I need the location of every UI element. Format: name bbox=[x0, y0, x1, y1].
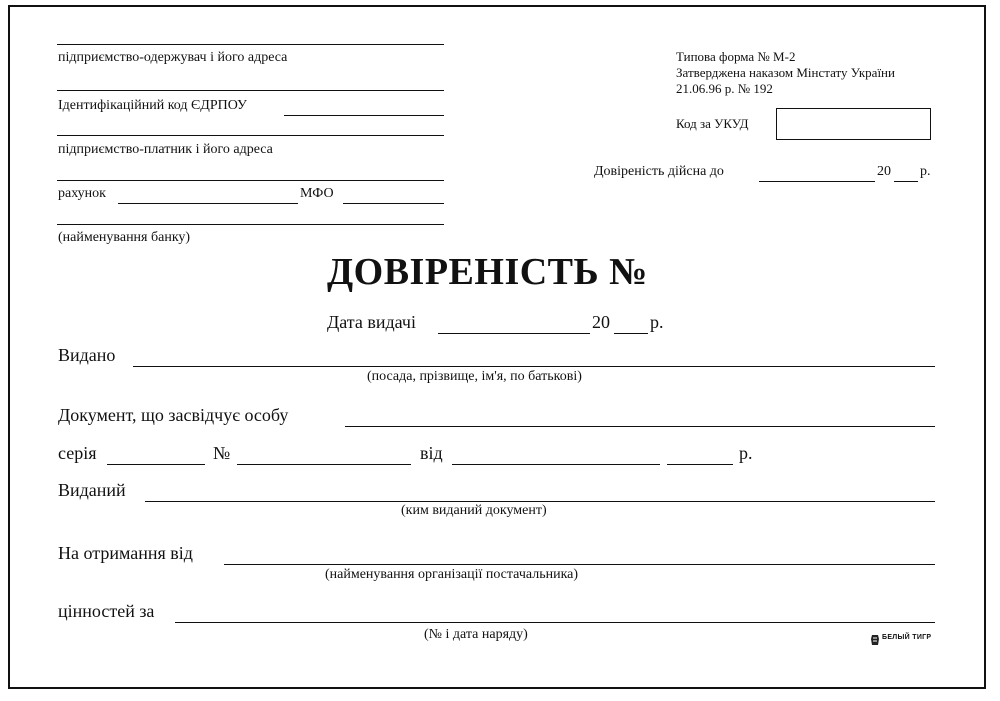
issue-year-suffix: р. bbox=[650, 312, 664, 332]
issued-by-field[interactable] bbox=[145, 501, 935, 502]
edrpou-field[interactable] bbox=[284, 115, 444, 116]
bank-label: (найменування банку) bbox=[58, 230, 191, 245]
issued-by-label: Виданий bbox=[58, 480, 126, 500]
from-label: від bbox=[420, 443, 443, 463]
values-for-caption: (№ і дата наряду) bbox=[424, 627, 528, 642]
from-date-field[interactable] bbox=[452, 464, 660, 465]
ukud-label: Код за УКУД bbox=[676, 116, 749, 131]
receive-from-caption: (найменування організації постачальника) bbox=[325, 567, 579, 582]
id-document-label: Документ, що засвідчує особу bbox=[58, 405, 289, 425]
receiver-label: підприємство-одержувач і його адреса bbox=[58, 50, 288, 65]
receive-from-label: На отримання від bbox=[58, 543, 193, 563]
number-label: № bbox=[213, 443, 231, 463]
values-for-label: цінностей за bbox=[58, 601, 155, 621]
account-field[interactable] bbox=[118, 203, 298, 204]
issue-date-label: Дата видачі bbox=[327, 312, 416, 332]
values-for-field[interactable] bbox=[175, 622, 935, 623]
payer-line-top[interactable] bbox=[57, 135, 444, 136]
issued-to-field[interactable] bbox=[133, 366, 935, 367]
receiver-line-top[interactable] bbox=[57, 44, 444, 45]
issue-year-field[interactable] bbox=[614, 333, 648, 334]
receiver-line-bottom[interactable] bbox=[57, 90, 444, 91]
payer-line-bottom[interactable] bbox=[57, 180, 444, 181]
series-label: серія bbox=[58, 443, 97, 463]
issue-date-field[interactable] bbox=[438, 333, 590, 334]
issued-to-label: Видано bbox=[58, 345, 116, 365]
logo-text: БЕЛЫЙ ТИГР bbox=[882, 634, 932, 641]
from-year-suffix: р. bbox=[739, 443, 753, 463]
ukud-code-box[interactable] bbox=[776, 108, 931, 140]
issued-to-caption: (посада, прізвище, ім'я, по батькові) bbox=[367, 369, 582, 384]
id-document-field[interactable] bbox=[345, 426, 935, 427]
number-field[interactable] bbox=[237, 464, 411, 465]
publisher-logo bbox=[871, 633, 933, 645]
edrpou-label: Ідентифікаційний код ЄДРПОУ bbox=[58, 98, 247, 113]
validity-year-suffix: р. bbox=[920, 164, 931, 179]
validity-label: Довіреність дійсна до bbox=[594, 164, 724, 179]
mfo-label: МФО bbox=[300, 186, 334, 201]
validity-year-prefix: 20 bbox=[877, 164, 891, 179]
receive-from-field[interactable] bbox=[224, 564, 935, 565]
validity-year-field[interactable] bbox=[894, 181, 918, 182]
bank-line[interactable] bbox=[57, 224, 444, 225]
mfo-field[interactable] bbox=[343, 203, 444, 204]
validity-date-field[interactable] bbox=[759, 181, 875, 182]
issue-year-prefix: 20 bbox=[592, 312, 610, 332]
series-field[interactable] bbox=[107, 464, 205, 465]
payer-label: підприємство-платник і його адреса bbox=[58, 142, 273, 157]
account-label: рахунок bbox=[58, 186, 106, 201]
form-number: Типова форма № М-2 bbox=[676, 49, 796, 64]
form-approval: Затверджена наказом Мінстату України bbox=[676, 65, 895, 80]
document-title: ДОВІРЕНІСТЬ № bbox=[327, 251, 648, 293]
issued-by-caption: (ким виданий документ) bbox=[401, 503, 547, 518]
from-year-field[interactable] bbox=[667, 464, 733, 465]
form-date: 21.06.96 р. № 192 bbox=[676, 81, 773, 96]
